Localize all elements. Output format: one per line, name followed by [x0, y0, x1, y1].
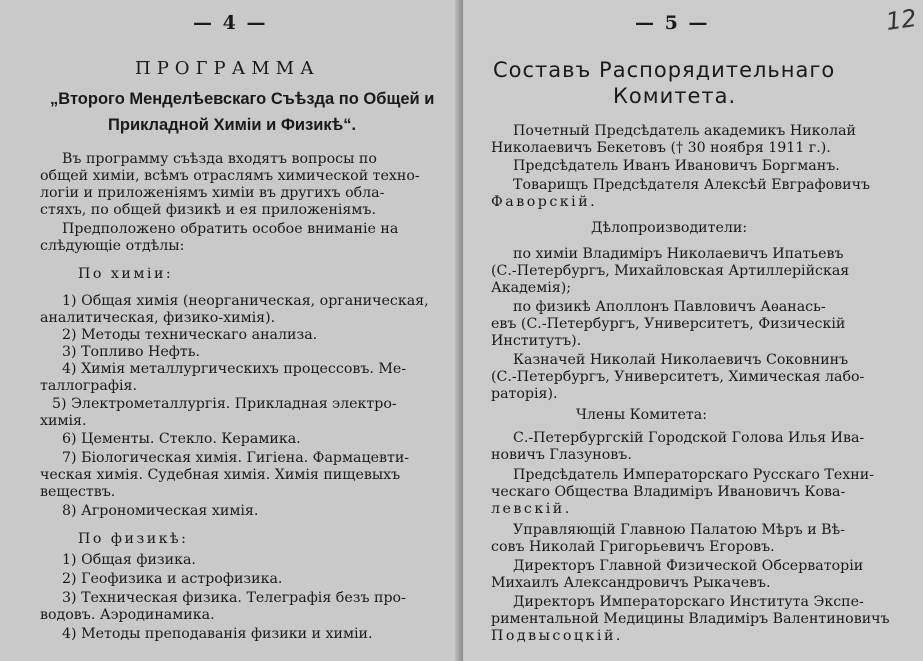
- left-line: общей химіи, всѣмъ отраслямъ химической техно-: [40, 168, 420, 184]
- handwritten-page-mark: 12: [884, 4, 919, 36]
- right-line: риментальной Медицины Владиміръ Валентиновичъ: [491, 611, 890, 627]
- left-line: 6) Цементы. Стекло. Керамика.: [62, 431, 301, 447]
- right-line: совъ Николай Григорьевичъ Егоровъ.: [491, 539, 775, 555]
- members-section-label: Члены Комитета:: [576, 407, 707, 423]
- right-line: (С.-Петербургъ, Университетъ, Химическая лабо-: [491, 369, 865, 385]
- congress-title-line-2: Прикладной Химіи и Физикѣ“.: [108, 116, 357, 134]
- page-number-right: — 5 —: [635, 12, 710, 34]
- right-line: Предсѣдатель Императорскаго Русскаго Техни-: [513, 467, 874, 483]
- left-line: аналитическая, физико-химія).: [40, 310, 276, 326]
- right-line: по химіи Владиміръ Николаевичъ Ипатьевъ: [513, 246, 844, 262]
- right-line: Товарищъ Предсѣдателя Алексѣй Евграфовичъ: [513, 177, 871, 193]
- right-line: евъ (С.-Петербургъ, Университетъ, Физическій: [491, 316, 846, 332]
- left-line: 3) Техническая физика. Телеграфія безъ про-: [62, 590, 406, 606]
- committee-title-line-1: Составъ Распорядительнаго: [493, 58, 836, 82]
- left-line: веществъ.: [40, 484, 116, 500]
- page-number-left: — 4 —: [193, 12, 268, 34]
- right-line: Академія);: [491, 280, 572, 296]
- left-line: 4) Химія металлургическихъ процессовъ. Ме-: [62, 361, 407, 377]
- right-line: ческаго Общества Владиміръ Ивановичъ Ковa-: [491, 484, 846, 500]
- right-line: Почетный Предсѣдатель академикъ Николай: [513, 123, 857, 139]
- right-line: Управляющій Главною Палатою Мѣръ и Вѣ-: [513, 522, 845, 538]
- right-line: Директоръ Императорскаго Института Экспе-: [513, 594, 864, 610]
- right-line: Предсѣдатель Иванъ Ивановичъ Боргманъ.: [513, 158, 840, 174]
- right-line: Казначей Николай Николаевичъ Соковнинъ: [513, 352, 849, 368]
- right-line: Николаевичъ Бекетовъ († 30 ноября 1911 г.).: [491, 140, 831, 156]
- left-line: ческая химія. Судебная химія. Химія пищевыхъ: [40, 467, 401, 483]
- right-line: (С.-Петербургъ, Михайловская Артиллерійская: [491, 263, 850, 279]
- chemistry-section-label: По химіи:: [78, 266, 174, 282]
- congress-title-line-1: „Второго Менделѣевскаго Съѣзда по Общей и: [50, 90, 435, 108]
- right-line: Институтъ).: [491, 333, 582, 349]
- left-line: 1) Общая химія (неорганическая, органическая,: [62, 293, 429, 309]
- left-line: стяхъ, по общей физикѣ и ея приложеніямъ.: [40, 202, 376, 218]
- right-line: по физикѣ Аполлонъ Павловичъ Аѳанась-: [513, 299, 826, 315]
- left-line: Въ программу съѣзда входятъ вопросы по: [62, 151, 377, 167]
- right-line: Директоръ Главной Физической Обсерваторіи: [513, 558, 864, 574]
- left-line: 1) Общая физика.: [62, 552, 196, 568]
- right-page: [463, 0, 923, 661]
- right-line: Михаилъ Александровичъ Рыкачевъ.: [491, 575, 771, 591]
- committee-title-line-2: Комитета.: [613, 84, 737, 108]
- right-line: раторія).: [491, 386, 558, 402]
- left-line: таллографія.: [40, 378, 137, 394]
- right-line: Подвысоцкій.: [491, 628, 623, 644]
- left-line: логіи и приложеніямъ химіи въ другихъ обла-: [40, 185, 385, 201]
- clerks-section-label: Дѣлопроизводители:: [591, 220, 748, 236]
- left-line: 4) Методы преподаванія физики и химіи.: [62, 626, 373, 642]
- left-line: слѣдующіе отдѣлы:: [40, 238, 185, 254]
- right-line: левскій.: [491, 501, 572, 517]
- left-line: 2) Геофизика и астрофизика.: [62, 571, 283, 587]
- physics-section-label: По физикѣ:: [78, 531, 189, 547]
- program-title: ПРОГРАММА: [135, 58, 320, 79]
- right-line: новичъ Глазуновъ.: [491, 447, 632, 463]
- left-line: 8) Агрономическая химія.: [62, 503, 259, 519]
- left-line: 7) Біологическая химія. Гигіена. Фармацевти-: [62, 450, 410, 466]
- left-line: химія.: [40, 413, 87, 429]
- right-line: Фаворскій.: [491, 194, 598, 210]
- left-line: 5) Электрометаллургія. Прикладная электро-: [52, 396, 397, 412]
- left-line: 2) Методы техническаго анализа.: [62, 327, 318, 343]
- right-line: С.-Петербургскій Городской Голова Илья Ива-: [513, 430, 865, 446]
- left-line: водовъ. Аэродинамика.: [40, 607, 215, 623]
- left-line: 3) Топливо Нефть.: [62, 344, 200, 360]
- left-line: Предположено обратить особое вниманіе на: [62, 221, 399, 237]
